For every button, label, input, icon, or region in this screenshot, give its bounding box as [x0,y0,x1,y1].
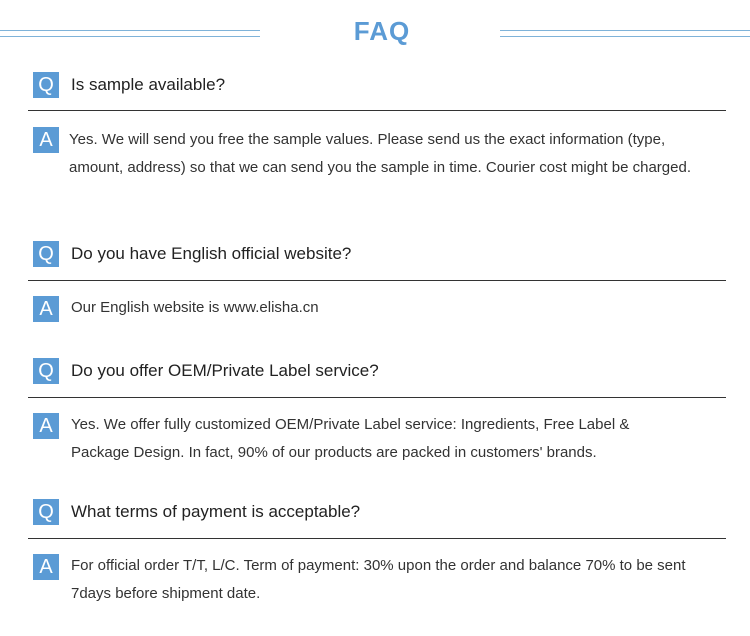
answer-badge: A [33,554,59,580]
answer-text: Yes. We offer fully customized OEM/Private Label service: Ingredients, Free Label & Package Design. In fact, 90% of our products are packed in customers' brands. [71,416,630,461]
answer-text: For official order T/T, L/C. Term of payment: 30% upon the order and balance 70% to be sent 7days before shipment date. [71,557,686,602]
answer-text: Our English website is www.elisha.cn [71,299,319,316]
divider [28,280,726,281]
question-text: Do you have English official website? [71,244,352,263]
divider [28,538,726,539]
question-text: Is sample available? [71,75,226,94]
question-text: What terms of payment is acceptable? [71,502,361,521]
answer-badge: A [33,413,59,439]
question-text: Do you offer OEM/Private Label service? [71,361,379,380]
divider [28,110,726,111]
question-badge: Q [33,499,59,525]
page-title: FAQ [353,16,411,46]
question-badge: Q [33,72,59,98]
answer-text: Yes. We will send you free the sample values. Please send us the exact information (type, amount, address) so that we can send you the sample in time. Courier cost might be charged. [69,131,691,176]
header-rule-left [0,30,260,31]
header-rule-right-2 [500,36,750,37]
answer-badge: A [33,127,59,153]
answer-badge: A [33,296,59,322]
header-rule-right [500,30,750,31]
header-rule-left-2 [0,36,260,37]
question-badge: Q [33,241,59,267]
divider [28,397,726,398]
question-badge: Q [33,358,59,384]
